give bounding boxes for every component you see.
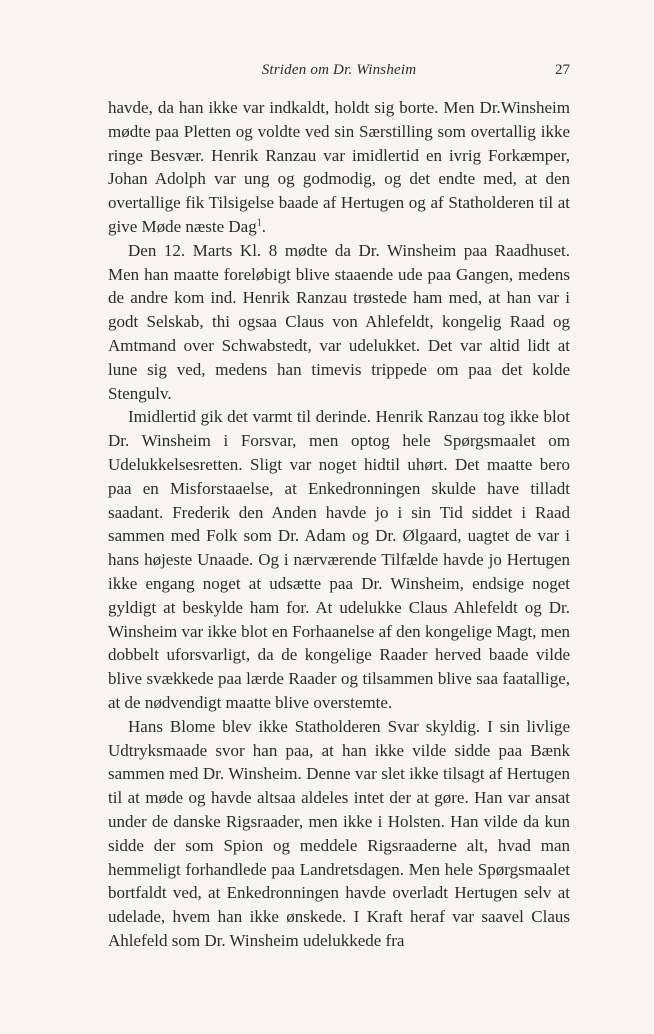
paragraph-tail: . <box>261 216 266 236</box>
running-title: Striden om Dr. Winsheim <box>261 62 417 78</box>
paragraph <box>108 239 570 406</box>
paragraph <box>108 96 570 239</box>
body-text <box>108 96 570 953</box>
footnote-reference: 1 <box>256 217 262 229</box>
paragraph <box>108 715 570 953</box>
paragraph-text: Den 12. Marts Kl. 8 mødte da Dr. Winsheim paa Raadhuset. Men han maatte foreløbigt blive staaende ude paa Gangen, medens de andre kom ind. Henrik Ranzau trøstede ham med, at han var i godt Selskab, thi ogsaa Claus von Ahlefeldt, kongelig Raad og Amtmand over Schwabstedt, var udelukket. Det var altid lidt at lune sig ved, medens han timevis trippede om paa det kolde Stengulv. <box>108 240 570 403</box>
paragraph-text: havde, da han ikke var indkaldt, holdt sig borte. Men Dr.Winsheim mødte paa Pletten og voldte ved sin Særstilling som overtallig ikke ringe Besvær. Henrik Ranzau var imidlertid en ivrig Forkæmper, Johan Adolph var ung og godmodig, og det endte med, at den overtallige fik Tilsigelse baade af Hertugen og af Statholderen til at give Møde næste Dag <box>108 98 570 236</box>
paragraph-text: Hans Blome blev ikke Statholderen Svar skyldig. I sin livlige Udtryksmaade svor han paa, at han ikke vilde sidde paa Bænk sammen med Dr. Winsheim. Denne var slet ikke tilsagt af Hertugen til at møde og havde altsaa aldeles intet der at gøre. Han var ansat under de danske Rigsraader, men ikke i Holsten. Han vilde da kun sidde der som Spion og meddele Rigsraaderne alt, hvad man hemmeligt forhandlede paa Landretsdagen. Men hele Spørgsmaalet bortfaldt ved, at Enkedronningen havde overladt Hertugen selv at udelade, hvem han ikke ønskede. I Kraft heraf var saavel Claus Ahlefeld som Dr. Winsheim udelukkede fra <box>108 716 570 950</box>
page-header <box>108 62 570 84</box>
paragraph <box>108 405 570 714</box>
paragraph-text: Imidlertid gik det varmt til derinde. Henrik Ranzau tog ikke blot Dr. Winsheim i Forsvar, men optog hele Spørgsmaalet om Udelukkelsesretten. Sligt var noget hidtil uhørt. Det maatte bero paa en Misforstaaelse, at Enkedronningen skulde have tilladt saadant. Frederik den Anden havde jo i sin Tid siddet i Raad sammen med Folk som Dr. Adam og Dr. Ølgaard, uagtet de var i hans højeste Unaade. Og i nærværende Tilfælde havde jo Hertugen ikke engang noget at udsætte paa Dr. Winsheim, endsige noget gyldigt at beskylde ham for. At udelukke Claus Ahlefeldt og Dr. Winsheim var ikke blot en Forhaanelse af den kongelige Magt, men dobbelt uforsvarligt, da de kongelige Raader herved baade vilde blive svækkede paa lærde Raader og tilsammen blive saa faatallige, at de nødvendigt maatte blive overstemte. <box>108 407 570 712</box>
page-number: 27 <box>555 62 570 78</box>
